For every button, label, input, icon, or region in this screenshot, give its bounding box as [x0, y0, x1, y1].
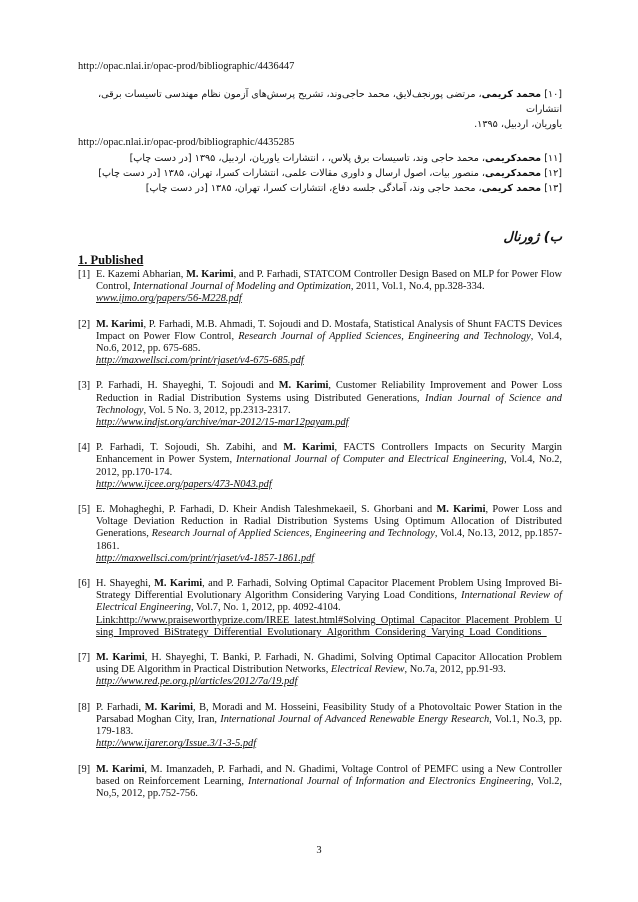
fa-ref-10 — [78, 87, 562, 117]
reference-number: [9] — [78, 763, 91, 775]
section-heading-published: 1. Published — [78, 253, 144, 267]
reference-details: , Vol.2, No,5, 2012, pp.752-756. — [96, 775, 563, 799]
reference-journal: Research Journal of Applied Sciences, Engineering and Technology — [151, 528, 435, 540]
reference-authors: H. Shayeghi, — [96, 578, 155, 590]
reference-journal: International Journal of Information and Electronics Engineering — [248, 775, 531, 787]
reference-title: , H. Shayeghi, T. Banki, P. Farhadi, N. Ghadimi, Solving Optimal Capacitor Allocation Problem using DE Algorithm in Practical Distribution Networks, — [96, 652, 562, 676]
reference-body — [96, 504, 562, 565]
fa-ref-13 — [78, 181, 562, 196]
reference-item — [78, 764, 562, 801]
page-number: 3 — [316, 845, 322, 856]
reference-link[interactable]: http://www.ijarer.org/Issue.3/1-3-5.pdf — [96, 738, 257, 750]
reference-details: , Vol.1, No.3, pp. 179-183. — [96, 713, 562, 738]
reference-number: [8] — [78, 701, 91, 713]
reference-list — [78, 269, 562, 800]
reference-item — [78, 702, 562, 751]
reference-number: [4] — [78, 442, 91, 454]
reference-author-highlight: M. Karimi — [278, 380, 329, 392]
reference-journal: International Journal of Modeling and Optimization — [132, 281, 351, 293]
reference-link[interactable]: http://www.indjst.org/archive/mar-2012/15-mar12payam.pdf — [96, 417, 349, 429]
reference-link[interactable]: http://www.ijcee.org/papers/473-N043.pdf — [96, 478, 272, 490]
reference-details: , 2011, Vol.1, No.4, pp.328-334. — [350, 281, 485, 293]
reference-link[interactable]: http://maxwellsci.com/print/rjaset/v4-675-685.pdf — [96, 355, 304, 367]
reference-details: , No.7a, 2012, pp.91-93. — [404, 664, 506, 676]
fa-ref-12-text: ، منصور بیات، اصول ارسال و داوری مقالات علمی، انتشارات کسرا، تهران، ۱۳۸۵ [در دست چاپ] — [98, 168, 485, 179]
reference-title: , and P. Farhadi, Solving Optimal Capacitor Placement Problem Using Improved Bi-Strategy Differential Evolutionary Algorithm Considering Varying Load Conditions, — [96, 578, 562, 602]
reference-body — [96, 442, 562, 491]
document-page — [78, 60, 562, 800]
reference-title: , M. Imanzadeh, P. Farhadi, and N. Ghadimi, Voltage Control of PEMFC using a New Controller based on Reinforcement Learning, — [96, 763, 563, 787]
reference-details: , Vol. 5 No. 3, 2012, pp.2313-2317. — [143, 404, 291, 416]
fa-ref-10-author: محمد کریمی — [481, 89, 542, 100]
section-heading-journal-fa: ب) ژورنال — [503, 230, 562, 245]
reference-authors: P. Farhadi, — [96, 701, 145, 713]
fa-ref-11 — [78, 151, 562, 166]
fa-ref-12-author: محمدکریمی — [485, 168, 542, 179]
reference-journal: International Review of Electrical Engineering — [96, 590, 562, 614]
reference-item — [78, 380, 562, 429]
reference-number: [6] — [78, 578, 91, 590]
fa-ref-11-text: ، محمد حاجی وند، تاسیسات برق پلاس، ، انتشارات یاوریان، اردبیل، ۱۳۹۵ [در دست چاپ] — [129, 153, 485, 164]
reference-item — [78, 578, 562, 639]
reference-author-highlight: M. Karimi — [186, 269, 234, 280]
reference-item — [78, 504, 562, 565]
reference-item — [78, 319, 562, 368]
reference-author-highlight: M. Karimi — [96, 318, 144, 330]
reference-title: , FACTS Controllers Impacts on Security Margin Enhancement in Power System, — [96, 442, 562, 466]
reference-details: , Vol.7, No. 1, 2012, pp. 4092-4104. — [190, 602, 341, 614]
reference-details: , Vol.4, No.2, 2012, pp.170-174. — [96, 454, 563, 478]
reference-authors: E. Mohagheghi, P. Farhadi, D. Kheir Andish Taleshmekaeil, S. Ghorbani and — [96, 504, 437, 516]
reference-author-highlight: M. Karimi — [436, 504, 486, 516]
reference-author-highlight: M. Karimi — [144, 701, 193, 713]
reference-author-highlight: M. Karimi — [96, 763, 145, 775]
reference-journal: Electrical Review — [330, 664, 405, 676]
reference-body — [96, 319, 562, 368]
reference-link[interactable]: www.ijmo.org/papers/56-M228.pdf — [96, 293, 242, 305]
reference-item — [78, 652, 562, 689]
reference-link[interactable]: http://www.red.pe.org.pl/articles/2012/7a/19.pdf — [96, 676, 298, 688]
reference-title: , and P. Farhadi, STATCOM Controller Design Based on MLP for Power Flow Control, — [96, 269, 562, 293]
reference-body — [96, 269, 562, 306]
reference-body — [96, 578, 562, 639]
reference-journal: International Journal of Advanced Renewable Energy Research — [220, 713, 490, 725]
reference-link[interactable]: http://maxwellsci.com/print/rjaset/v4-1857-1861.pdf — [96, 552, 315, 564]
fa-ref-12-num: [۱۲] — [544, 168, 562, 179]
reference-details: , Vol.4, No.6, 2012, pp. 675-685. — [96, 330, 562, 355]
fa-ref-10-num: [۱۰] — [544, 89, 562, 100]
reference-authors: E. Kazemi Abharian, — [96, 269, 187, 280]
reference-item — [78, 442, 562, 491]
reference-journal: International Journal of Computer and Electrical Engineering — [235, 454, 505, 466]
fa-ref-10-text: ، مرتضی پورنجف‌لایق، محمد حاجی‌وند، تشریح پرسش‌های آزمون نظام مهندسی تاسیسات برقی، انتشارات — [98, 89, 562, 115]
reference-journal: Research Journal of Applied Sciences, Engineering and Technology — [238, 330, 531, 342]
reference-number: [2] — [78, 318, 91, 330]
fa-ref-11-author: محمدکریمی — [485, 153, 542, 164]
reference-title: , B, Moradi and M. Hosseini, Feasibility Study of a Photovoltaic Power Station in the Parsabad Moghan City, Iran, — [96, 701, 563, 725]
reference-body — [96, 764, 562, 801]
fa-ref-11-num: [۱۱] — [544, 153, 562, 164]
fa-ref-12 — [78, 166, 562, 181]
fa-ref-13-text: ، محمد حاجی وند، آمادگی جلسه دفاع، انتشارات کسرا، تهران، ۱۳۸۵ [در دست چاپ] — [145, 183, 482, 194]
reference-number: [5] — [78, 504, 91, 516]
reference-number: [1] — [78, 269, 91, 280]
reference-body — [96, 380, 562, 429]
reference-author-highlight: M. Karimi — [283, 442, 335, 454]
reference-author-highlight: M. Karimi — [96, 652, 145, 664]
reference-details: , Vol.4, No.13, 2012, pp.1857-1861. — [96, 528, 562, 552]
reference-body — [96, 652, 562, 689]
reference-authors: P. Farhadi, H. Shayeghi, T. Sojoudi and — [96, 380, 279, 392]
reference-title: , P. Farhadi, M.B. Ahmadi, T. Sojoudi and D. Mostafa, Statistical Analysis of Shunt FACTS Devices Impact on Power Flow Control, — [96, 318, 562, 342]
reference-journal: Indian Journal of Science and Technology — [96, 392, 562, 416]
reference-body — [96, 702, 562, 751]
fa-ref-13-num: [۱۳] — [544, 183, 562, 194]
reference-number: [7] — [78, 652, 91, 664]
reference-item — [78, 269, 562, 306]
reference-number: [3] — [78, 380, 91, 392]
fa-ref-13-author: محمد کریمی — [481, 183, 542, 194]
reference-link[interactable]: Link:http://www.praiseworthyprize.com/IREE_latest.html#Solving_Optimal_Capacitor_Placement_Problem_Using_Improved_BiStrategy_Differential_Evolutionary_Algorithm_Considering_Varying_Load_Conditions_ — [96, 614, 562, 638]
catalog-url-mid[interactable]: http://opac.nlai.ir/opac-prod/bibliographic/4435285 — [78, 137, 295, 148]
reference-title: , Customer Reliability Improvement and Power Loss Reduction in Radial Distribution Systems using Distributed Generations, — [96, 380, 562, 404]
fa-ref-10-line2: یاوریان، اردبیل، ۱۳۹۵. — [474, 119, 562, 130]
reference-title: , Power Loss and Voltage Deviation Reduction in Radial Distribution Systems Using Optimum Allocation of Distributed Generations, — [96, 504, 563, 540]
reference-authors: P. Farhadi, T. Sojoudi, Sh. Zabihi, and — [96, 442, 284, 454]
reference-author-highlight: M. Karimi — [154, 578, 203, 590]
catalog-url-top[interactable]: http://opac.nlai.ir/opac-prod/bibliographic/4436447 — [78, 61, 295, 72]
